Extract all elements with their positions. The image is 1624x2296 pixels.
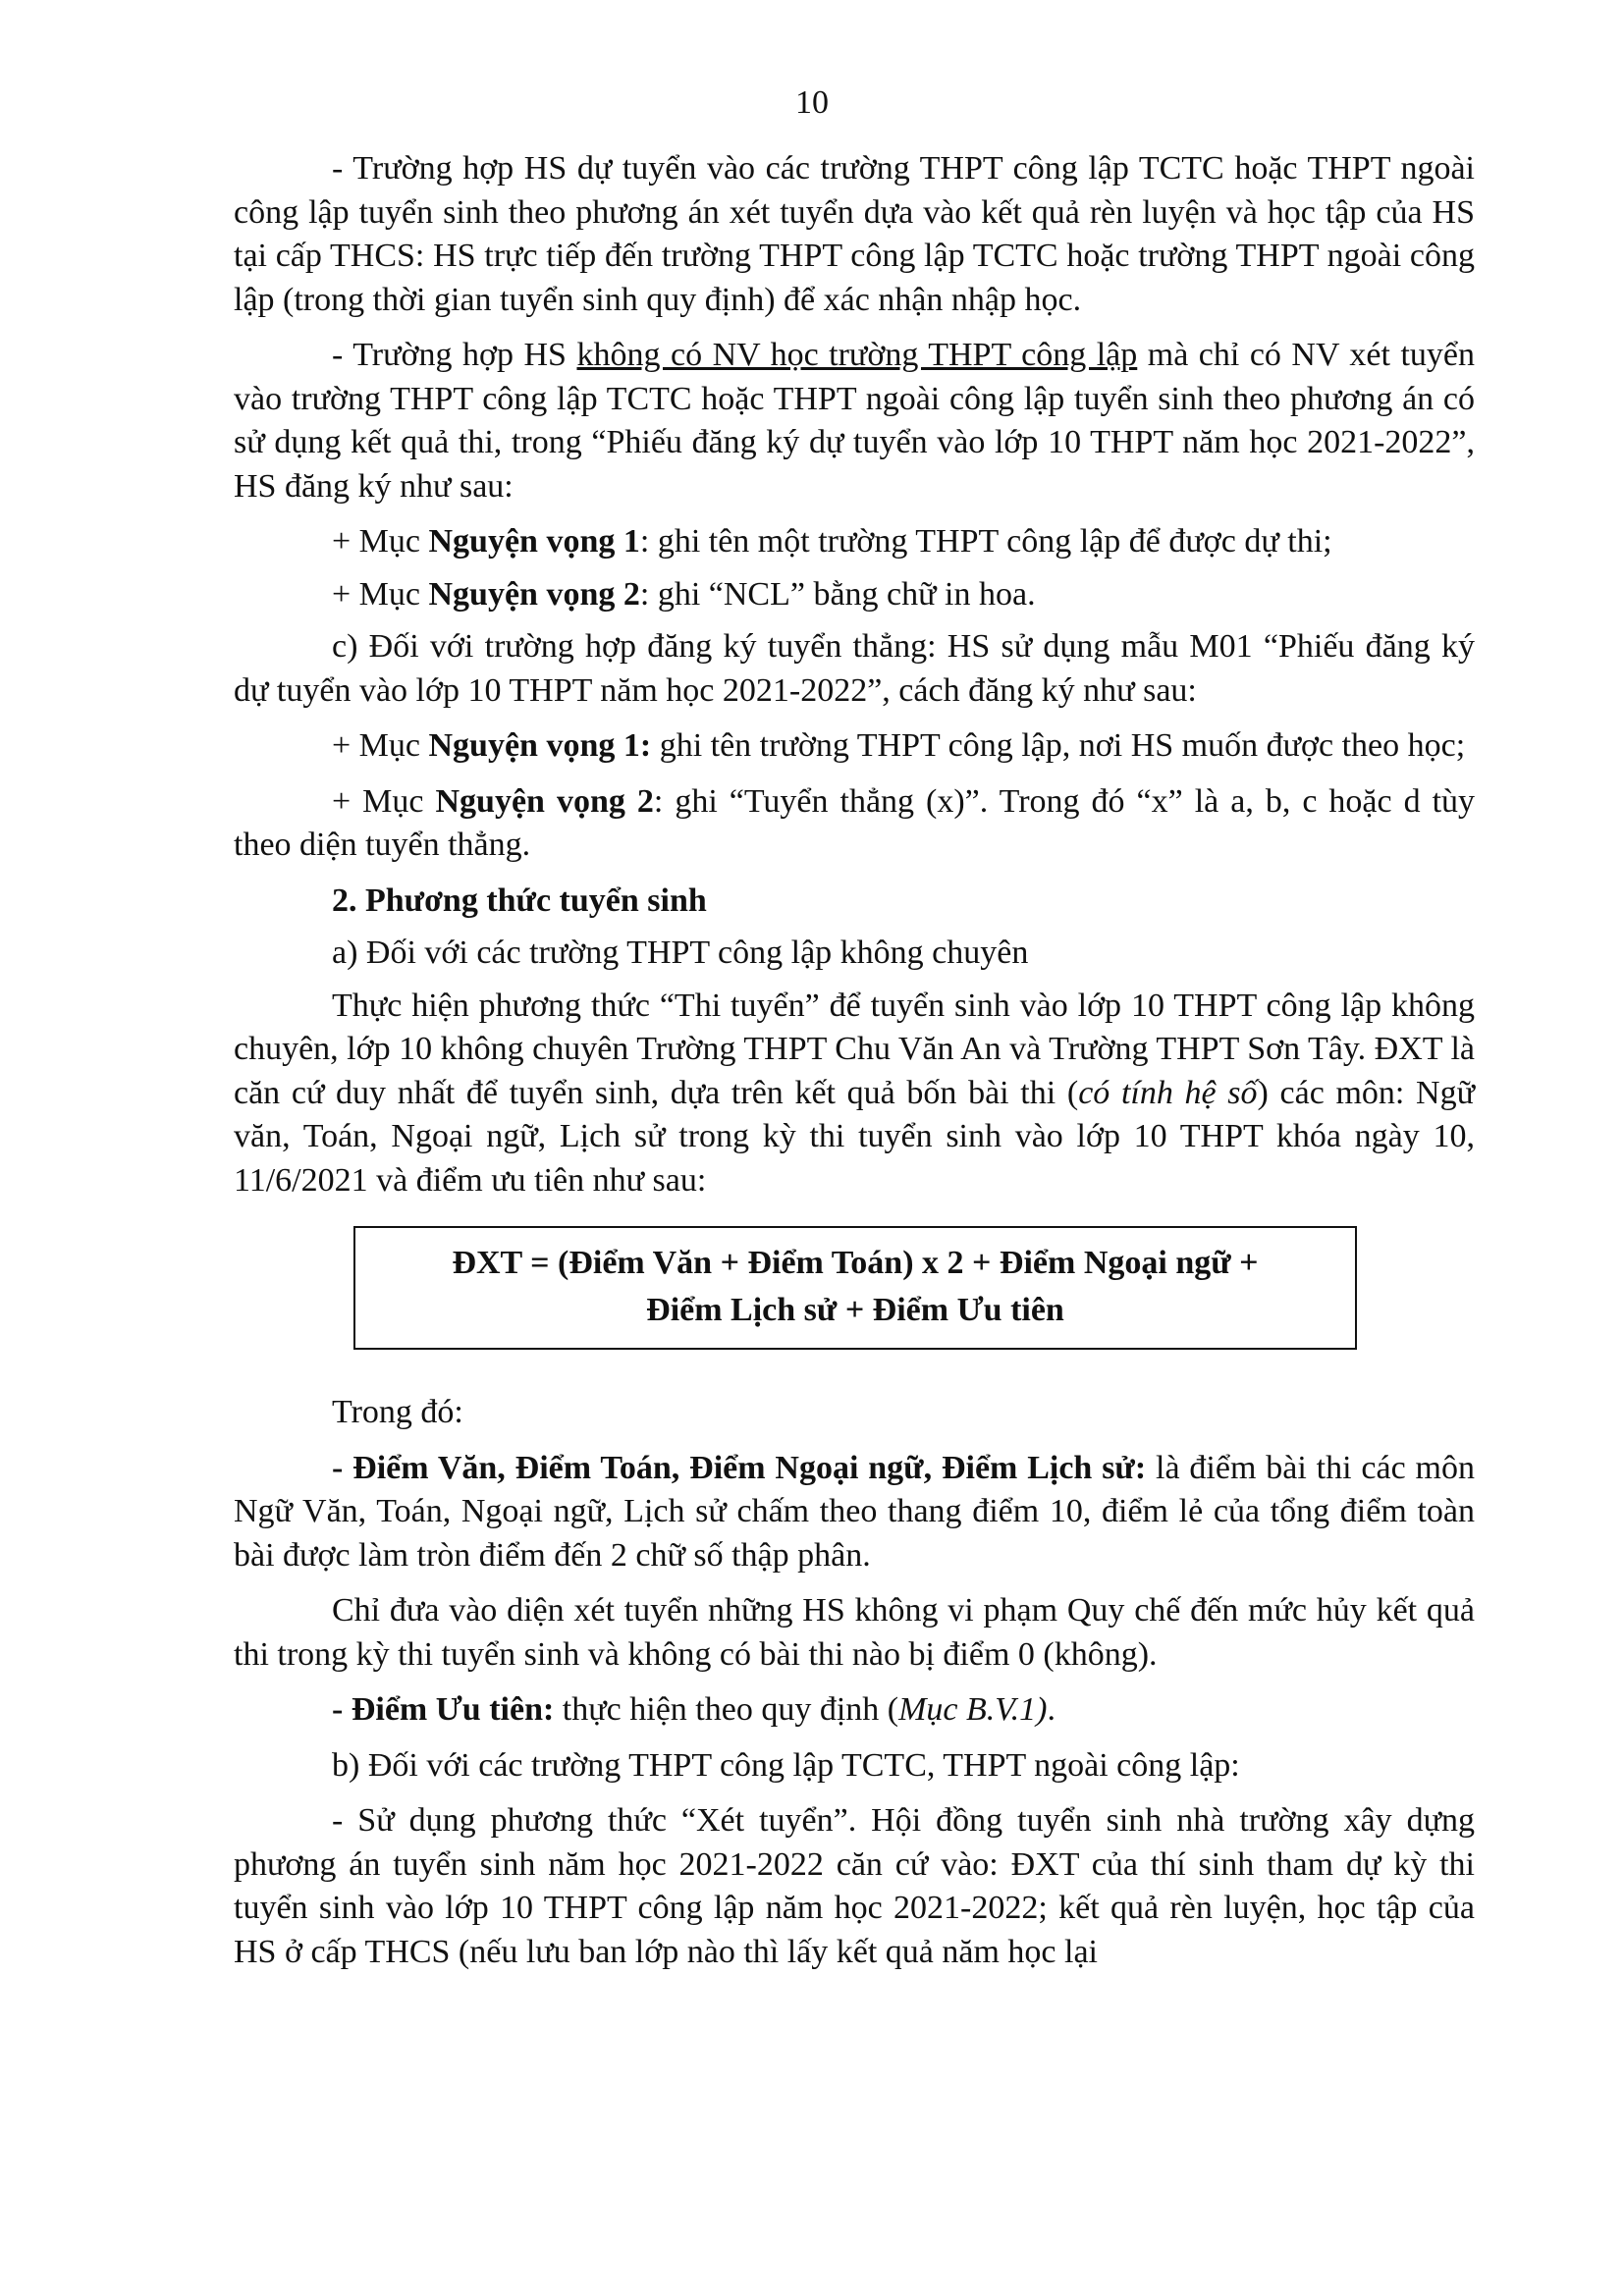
text-span: : ghi “NCL” bằng chữ in hoa. [639,575,1036,613]
list-item-wish-2 [234,573,1475,617]
paragraph-selection-method: - Sử dụng phương thức “Xét tuyển”. Hội đồng tuyển sinh nhà trường xây dựng phương án tuyển sinh năm học 2021-2022 căn cứ vào: ĐXT của thí sinh tham dự kỳ thi tuyển sinh vào lớp 10 THPT công lập năm học 2021-2022; kết quả rèn luyện, học tập của HS ở cấp THCS (nếu lưu ban lớp nào thì lấy kết quả năm học lại [234,1802,1475,1970]
formula-line-2: Điểm Lịch sử + Điểm Ưu tiên [646,1292,1064,1328]
paragraph-score-definitions [234,1447,1475,1578]
section-heading: 2. Phương thức tuyển sinh [332,881,707,919]
text-span: là điểm bài thi các môn Ngữ Văn, Toán, Ngoại ngữ, Lịch sử chấm theo thang điểm 10, điểm lẻ của tổng điểm toàn bài được làm tròn điểm đến 2 chữ số thập phân. [234,1449,1475,1574]
bold-term: Nguyện vọng 1 [428,523,640,560]
paragraph-exam-method [234,985,1475,1203]
list-item-wish-1 [234,520,1475,564]
bold-term: - Điểm Ưu tiên: [332,1691,555,1728]
text-span: ghi tên trường THPT công lập, nơi HS muốn được theo học; [651,727,1466,764]
list-item-direct-wish-2 [234,780,1475,868]
text-span: : ghi “Tuyển thẳng (x)”. Trong đó “x” là a, b, c hoặc d tùy theo diện tuyển thẳng. [234,782,1476,863]
text-span: mà chỉ có NV xét tuyển vào trường THPT công lập TCTC hoặc THPT ngoài công lập tuyển sinh theo phương án có sử dụng kết quả thi, trong “Phiếu đăng ký dự tuyển vào lớp 10 THPT năm học 2021-2022”, HS đăng ký như sau: [234,337,1476,505]
paragraph-priority-score [234,1688,1475,1733]
bold-term: Nguyện vọng 2 [435,782,654,820]
paragraph-no-public-school-choice [234,334,1475,508]
underlined-phrase: không có NV học trường THPT công lập [576,337,1138,373]
text-span: + Mục [332,782,436,820]
paragraph-where: Trong đó: [332,1394,463,1430]
text-span: Thực hiện phương thức “Thi tuyển” để tuyển sinh vào lớp 10 THPT công lập không chuyên, lớp 10 không chuyên Trường THPT Chu Văn An và Trường THPT Sơn Tây. ĐXT là căn cứ duy nhất để tuyển sinh, dựa trên kết quả bốn bài thi ( [234,987,1475,1111]
subsection-heading-b: b) Đối với các trường THPT công lập TCTC, THPT ngoài công lập: [332,1746,1240,1784]
list-item-direct-wish-1 [234,724,1475,769]
paragraph-enrollment-confirmation: - Trường hợp HS dự tuyển vào các trường THPT công lập TCTC hoặc THPT ngoài công lập tuyển sinh theo phương án xét tuyển dựa vào kết quả rèn luyện và học tập của HS tại cấp THCS: HS trực tiếp đến trường THPT công lập TCTC hoặc trường THPT ngoài công lập (trong thời gian tuyển sinh quy định) để xác nhận nhập học. [234,150,1475,318]
text-span: + Mục [332,523,429,560]
bold-term: - Điểm Văn, Điểm Toán, Điểm Ngoại ngữ, Điểm Lịch sử: [332,1449,1147,1486]
bold-term: Nguyện vọng 2 [428,575,640,613]
formula-box [353,1226,1357,1350]
italic-phrase: Mục B.V.1) [898,1691,1048,1728]
text-span: : ghi tên một trường THPT công lập để được dự thi; [639,523,1332,560]
bold-term: Nguyện vọng 1: [428,727,652,764]
page-number: 10 [795,84,829,121]
paragraph-eligibility: Chỉ đưa vào diện xét tuyển những HS không vi phạm Quy chế đến mức hủy kết quả thi trong kỳ thi tuyển sinh và không có bài thi nào bị điểm 0 (không). [234,1592,1475,1673]
formula-line-1: ĐXT = (Điểm Văn + Điểm Toán) x 2 + Điểm Ngoại ngữ + [452,1245,1259,1281]
italic-phrase: có tính hệ số [1078,1074,1258,1111]
text-span: - Trường hợp HS [332,337,577,373]
text-span: . [1047,1691,1056,1728]
paragraph-direct-admission: c) Đối với trường hợp đăng ký tuyển thẳng: HS sử dụng mẫu M01 “Phiếu đăng ký dự tuyển vào lớp 10 THPT năm học 2021-2022”, cách đăng ký như sau: [234,628,1475,709]
document-body [234,147,1475,1983]
text-span: ) các môn: Ngữ văn, Toán, Ngoại ngữ, Lịch sử trong kỳ thi tuyển sinh vào lớp 10 THPT khóa ngày 10, 11/6/2021 và điểm ưu tiên như sau: [234,1074,1475,1199]
subsection-heading-a: a) Đối với các trường THPT công lập không chuyên [332,934,1029,971]
text-span: + Mục [332,575,429,613]
text-span: + Mục [332,727,429,764]
text-span: thực hiện theo quy định ( [554,1691,899,1728]
